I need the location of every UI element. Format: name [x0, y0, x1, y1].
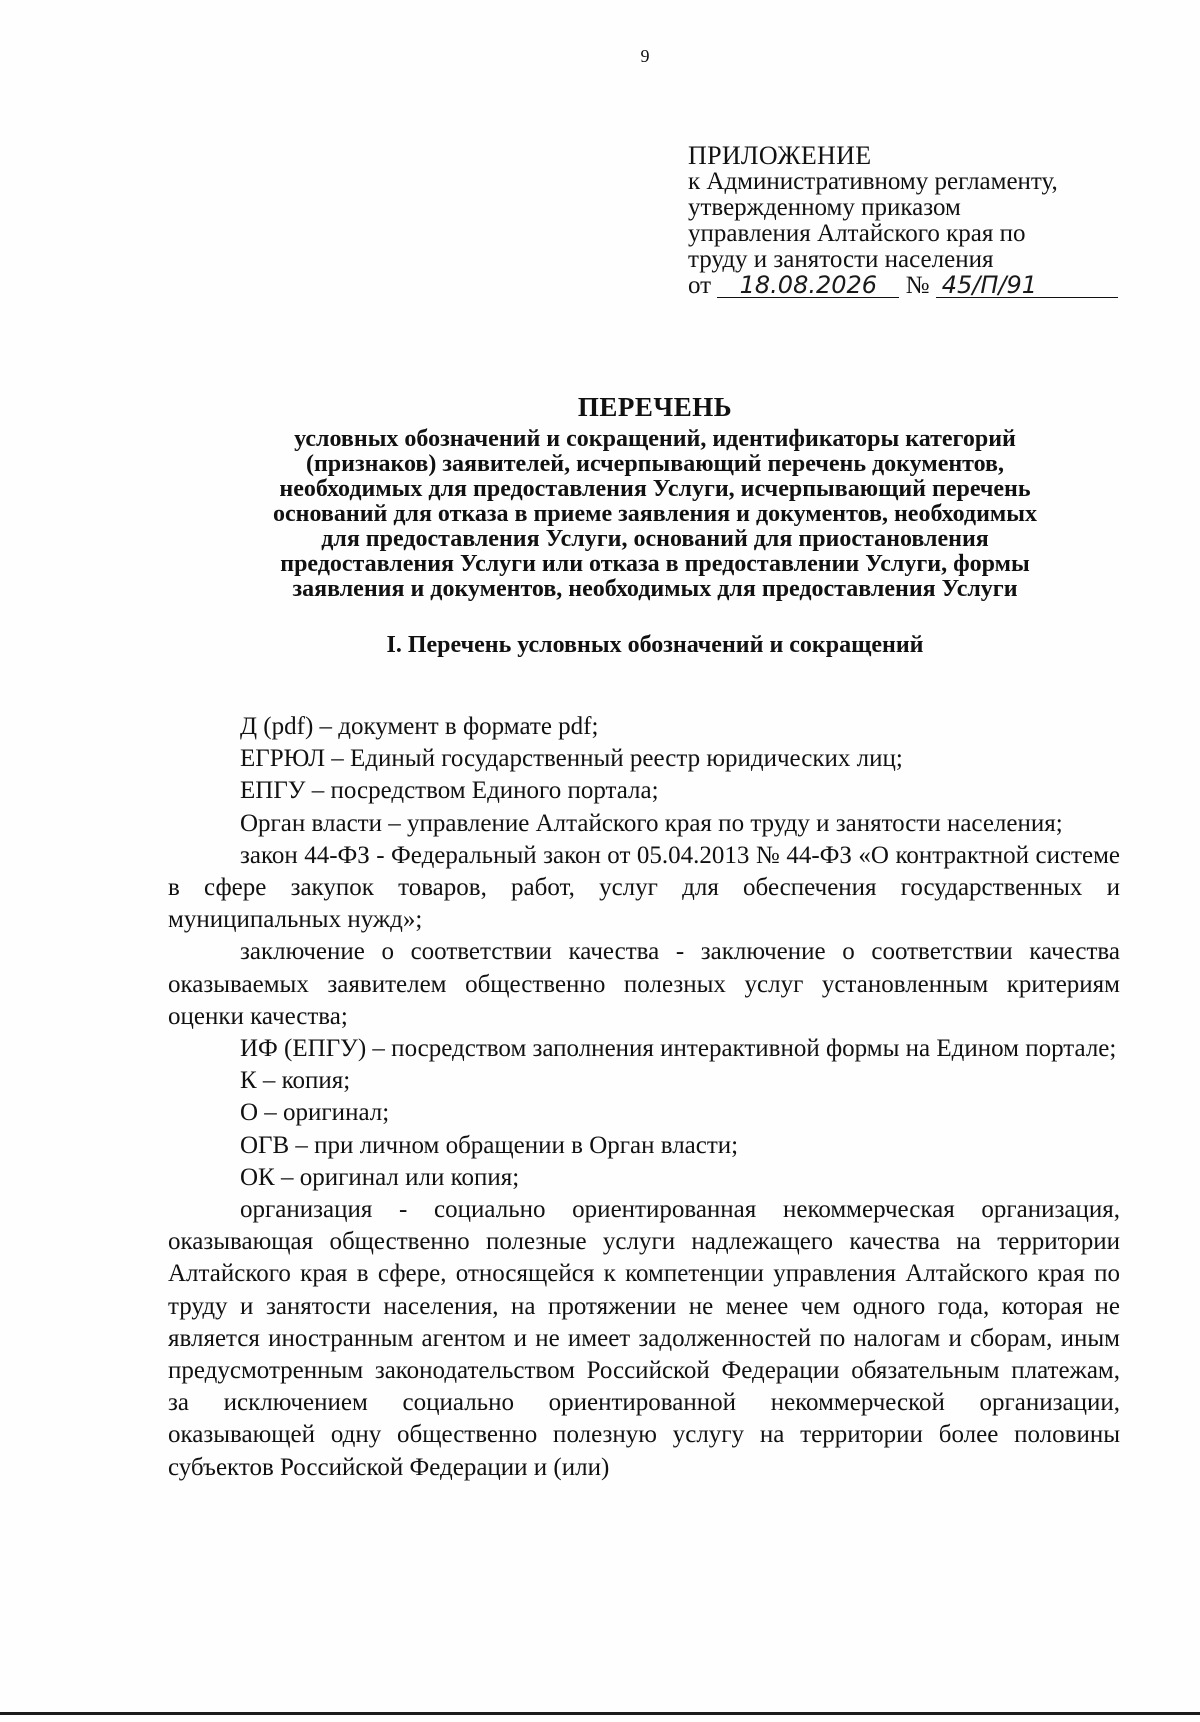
title-heading: ПЕРЕЧЕНЬ [577, 392, 733, 422]
paragraph: ЕГРЮЛ – Единый государственный реестр юридических лиц; [240, 745, 903, 773]
paragraph: О – оригинал; [240, 1099, 390, 1127]
paragraph: организация - социально ориентированная некоммерческая организация, оказывающая общественно полезные услуги надлежащего качества на территории Алтайского края в сфере, относящейся к компетенции управления Алтайского края по труду и занятости населения, на протяжении не менее чем одного года, которая не является иностранным агентом и не имеет задолженностей по налогам и сборам, иным предусмотренным законодательством Российской Федерации обязательным платежам, за исключением социально ориентированной некоммерческой организации, оказывающей одну общественно полезную услугу на территории более половины субъектов Российской Федерации и (или) [168, 1196, 1120, 1481]
paragraph: Орган власти – управление Алтайского края по труду и занятости населения; [240, 809, 1063, 837]
from-label: от [688, 272, 712, 299]
appendix-title: ПРИЛОЖЕНИЕ [688, 141, 872, 170]
paragraph: К – копия; [240, 1067, 351, 1095]
document-title [160, 392, 1150, 602]
subtitle-line: предоставления Услуги или отказа в предоставлении Услуги, формы [280, 551, 1030, 577]
page-bottom-edge [0, 1712, 1200, 1715]
paragraph: закон 44-ФЗ - Федеральный закон от 05.04.2013 № 44-ФЗ «О контрактной системе в сфере закупок товаров, работ, услуг для обеспечения государственных и муниципальных нужд»; [168, 841, 1120, 934]
appendix-block [688, 143, 1128, 299]
subtitle-line: заявления и документов, необходимых для предоставления Услуги [292, 576, 1018, 602]
paragraph: ОК – оригинал или копия; [240, 1163, 520, 1191]
title-subtitle [160, 427, 1150, 602]
subtitle-line: оснований для отказа в приеме заявления и документов, необходимых [273, 501, 1037, 527]
paragraph: Д (pdf) – документ в формате pdf; [240, 713, 599, 740]
paragraph: заключение о соответствии качества - заключение о соответствии качества оказываемых заявителем общественно полезных услуг установленным критериям оценки качества; [168, 938, 1120, 1030]
order-reference [688, 273, 1128, 299]
paragraph: ОГВ – при личном обращении в Орган власти; [240, 1131, 739, 1159]
subtitle-line: условных обозначений и сокращений, идентификаторы категорий [294, 426, 1016, 452]
order-date: 18.08.2026 [717, 273, 899, 298]
appendix-line: управления Алтайского края по [688, 220, 1026, 247]
appendix-line: утвержденному приказом [688, 194, 961, 221]
subtitle-line: для предоставления Услуги, оснований для приостановления [321, 526, 989, 552]
page-number: 9 [640, 46, 650, 66]
appendix-line: к Административному регламенту, [688, 168, 1058, 195]
number-label: № [905, 272, 930, 299]
subtitle-line: (признаков) заявителей, исчерпывающий перечень документов, [305, 451, 1005, 477]
subtitle-line: необходимых для предоставления Услуги, исчерпывающий перечень [279, 476, 1031, 502]
section-heading: I. Перечень условных обозначений и сокращений [386, 632, 924, 658]
abbreviations-list [168, 711, 1120, 1484]
paragraph: ИФ (ЕПГУ) – посредством заполнения интерактивной формы на Едином портале; [240, 1035, 1117, 1063]
appendix-line: труду и занятости населения [688, 246, 994, 273]
order-number: 45/П/91 [936, 273, 1118, 298]
paragraph: ЕПГУ – посредством Единого портала; [240, 777, 659, 805]
